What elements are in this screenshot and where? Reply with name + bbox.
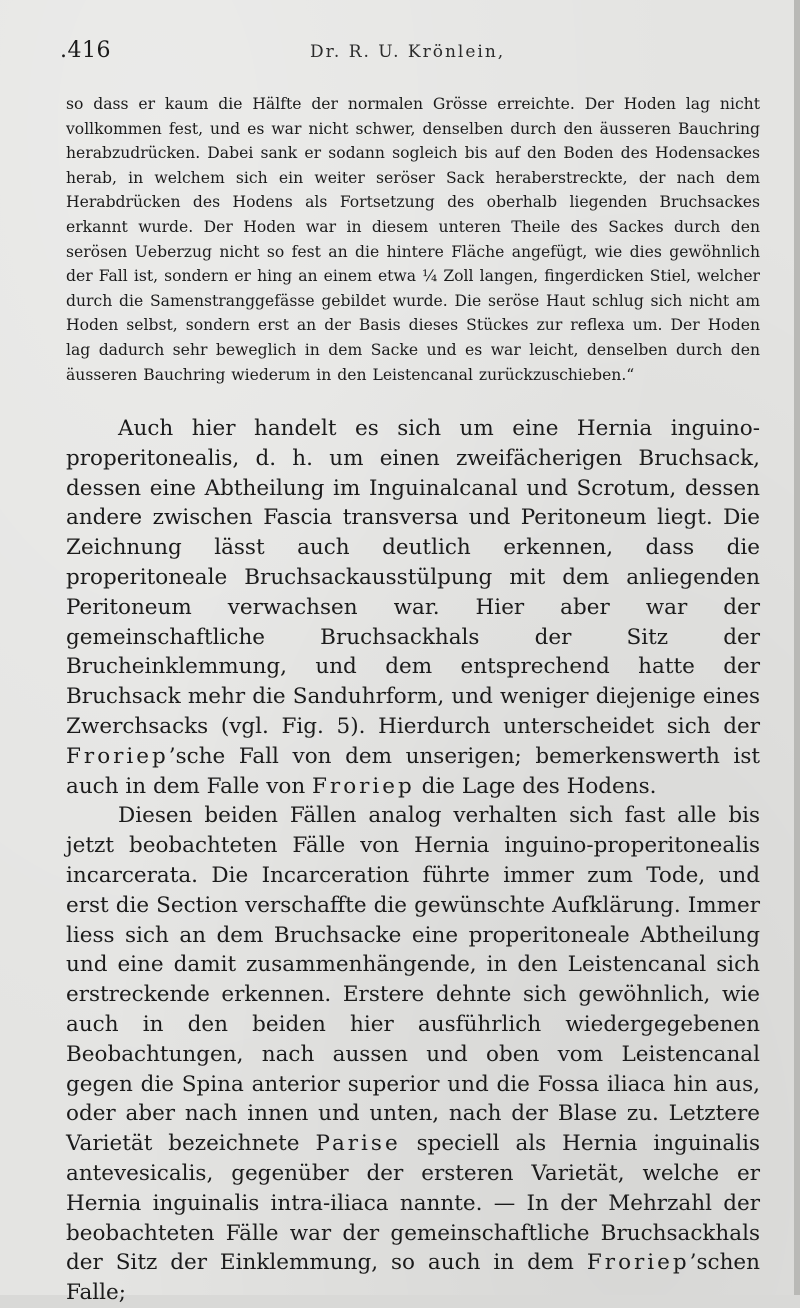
author-name-froriep: Froriep	[312, 773, 415, 799]
paragraph-1-text-b: ’sche Fall von dem unserigen; bemerkenswerth ist auch in dem Falle von	[66, 743, 760, 799]
author-name-parise: Parise	[315, 1131, 401, 1157]
quoted-passage: so dass er kaum die Hälfte der normalen Grösse erreichte. Der Hoden lag nicht vollkommen fest, und es war nicht schwer, denselben durch den äusseren Bauchring herabzudrücken. Dabei sank er sodann sogleich bis auf den Boden des Hodensackes herab, in welchem sich ein weiter seröser Sack heraberstreckte, der nach dem Herabdrücken des Hodens als Fortsetzung des oberhalb liegenden Bruchsackes erkannt wurde. Der Hoden war in diesem unteren Theile des Sackes durch den serösen Ueberzug nicht so fest an die hintere Fläche angefügt, wie dies gewöhnlich der Fall ist, sondern er hing an einem etwa ¼ Zoll langen, fingerdicken Stiel, welcher durch die Samenstranggefässe gebildet wurde. Die seröse Haut schlug sich nicht am Hoden selbst, sondern erst an der Basis dieses Stückes zur reflexa um. Der Hoden lag dadurch sehr beweglich in dem Sacke und es war leicht, denselben durch den äusseren Bauchring wiederum in den Leistencanal zurückzuschieben.“	[66, 95, 760, 384]
paragraph-2-text-a: Diesen beiden Fällen analog verhalten sich fast alle bis jetzt beobachteten Fälle von Hernia inguino-properitonealis incarcerata. Die Incarceration führte immer zum Tode, und erst die Section verschaffte die gewünschte Aufklärung. Immer liess sich an dem Bruchsacke eine properitoneale Abtheilung und eine damit zusammenhängende, in den Leistencanal sich erstreckende erkennen. Erstere dehnte sich gewöhnlich, wie auch in den beiden hier ausführlich wiedergegebenen Beobachtungen, nach aussen und oben vom Leistencanal gegen die Spina anterior superior und die Fossa iliaca hin aus, oder aber nach innen und unten, nach der Blase zu. Letztere Varietät bezeichnete	[66, 803, 760, 1157]
running-head: Dr. R. U. Krönlein,	[310, 42, 506, 62]
paragraph-2-text-c: ’schen Falle;	[66, 1250, 760, 1306]
paragraph-1	[66, 414, 760, 801]
author-name-froriep: Froriep	[586, 1250, 690, 1276]
author-name-froriep: Froriep	[66, 743, 169, 769]
paragraph-1-text-a: Auch hier handelt es sich um eine Hernia inguino-properitonealis, d. h. um einen zweifächerigen Bruchsack, dessen eine Abtheilung im Inguinalcanal und Scrotum, dessen andere zwischen Fascia transversa und Peritoneum liegt. Die Zeichnung lässt auch deutlich erkennen, dass die properitoneale Bruchsackausstülpung mit dem anliegenden Peritoneum verwachsen war. Hier aber war der gemeinschaftliche Bruchsackhals der Sitz der Brucheinklemmung, und dem entsprechend hatte der Bruchsack mehr die Sanduhrform, und weniger diejenige eines Zwerchsacks (vgl. Fig. 5). Hierdurch unterscheidet sich der	[66, 416, 760, 739]
paragraph-2	[66, 801, 760, 1308]
paragraph-1-text-c: die Lage des Hodens.	[414, 773, 657, 799]
main-text	[66, 414, 760, 1308]
page-number: .416	[60, 38, 111, 63]
paragraph-2-text-b: speciell als Hernia inguinalis antevesicalis, gegenüber der ersteren Varietät, welche er Hernia inguinalis intra-iliaca nannte. — In der Mehrzahl der beobachteten Fälle war der gemeinschaftliche Bruchsackhals der Sitz der Einklemmung, so auch in dem	[66, 1131, 760, 1276]
page-header	[60, 38, 744, 68]
